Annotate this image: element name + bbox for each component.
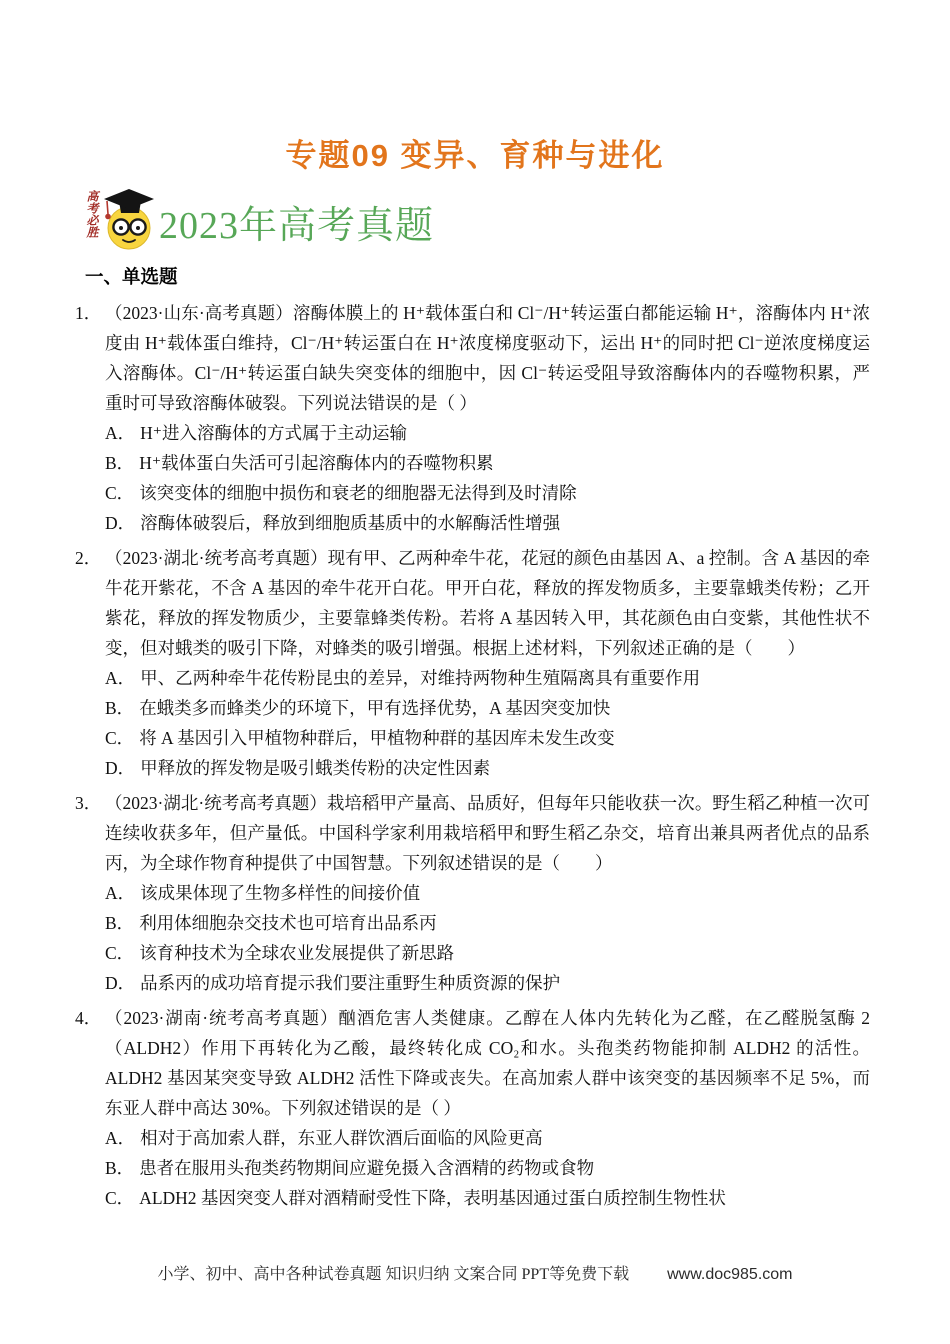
- option-text: 该成果体现了生物多样性的间接价值: [140, 883, 421, 903]
- option-c: [105, 1183, 870, 1213]
- option-text: 溶酶体破裂后，释放到细胞质基质中的水解酶活性增强: [140, 513, 561, 533]
- banner-heading: 2023年高考真题: [159, 204, 435, 247]
- option-label: B．: [105, 453, 135, 473]
- question-number: 1．: [75, 303, 102, 323]
- option-text: 品系丙的成功培育提示我们要注重野生种质资源的保护: [140, 973, 561, 993]
- question-stem: （2023·湖南·统考高考真题）酗酒危害人类健康。乙醇在人体内先转化为乙醛，在乙醛脱氢酶 2（ALDH2）作用下再转化为乙酸，最终转化成 CO₂和水。头孢类药物能抑制 ALDH2 的活性。ALDH2 基因某突变导致 ALDH2 活性下降或丧失。在高加索人群中该突变的基因频率不足 5%，而东亚人群中高达 30%。下列叙述错误的是（ ）: [105, 1008, 870, 1118]
- option-label: C．: [105, 943, 135, 963]
- footer-site: www.doc985.com: [667, 1266, 793, 1283]
- question-1: [75, 298, 870, 538]
- question-number: 3．: [75, 793, 102, 813]
- option-text: 患者在服用头孢类药物期间应避免摄入含酒精的药物或食物: [139, 1158, 595, 1178]
- question-4: [75, 1003, 870, 1213]
- question-stem: （2023·山东·高考真题）溶酶体膜上的 H⁺载体蛋白和 Cl⁻/H⁺转运蛋白都能运输 H⁺，溶酶体内 H⁺浓度由 H⁺载体蛋白维持，Cl⁻/H⁺转运蛋白在 H⁺浓度梯度驱动下，运出 H⁺的同时把 Cl⁻逆浓度梯度运入溶酶体。Cl⁻/H⁺转运蛋白缺失突变体的细胞中，因 Cl⁻转运受阻导致溶酶体内的吞噬物积累，严重时可导致溶酶体破裂。下列说法错误的是（ ）: [105, 303, 870, 413]
- option-label: A．: [105, 1128, 136, 1148]
- option-text: 甲、乙两种牵牛花传粉昆虫的差异，对维持两物种生殖隔离具有重要作用: [140, 668, 701, 688]
- section-heading: 一、单选题: [85, 268, 178, 288]
- option-b: [105, 448, 870, 478]
- option-text: H⁺载体蛋白失活可引起溶酶体内的吞噬物积累: [139, 453, 494, 473]
- option-d: [105, 968, 870, 998]
- option-b: [105, 1153, 870, 1183]
- option-a: [105, 418, 870, 448]
- option-a: [105, 663, 870, 693]
- page-title: 专题09 变异、育种与进化: [285, 138, 665, 173]
- option-d: [105, 508, 870, 538]
- option-d: [105, 753, 870, 783]
- option-label: A．: [105, 668, 136, 688]
- option-label: D．: [105, 513, 136, 533]
- option-b: [105, 908, 870, 938]
- banner-vertical-motto: 高考必胜: [85, 190, 99, 238]
- option-label: B．: [105, 1158, 135, 1178]
- option-text: 该育种技术为全球农业发展提供了新思路: [139, 943, 455, 963]
- option-text: 利用体细胞杂交技术也可培育出品系丙: [139, 913, 437, 933]
- question-stem: （2023·湖北·统考高考真题）栽培稻甲产量高、品质好，但每年只能收获一次。野生稻乙种植一次可连续收获多年，但产量低。中国科学家利用栽培稻甲和野生稻乙杂交，培育出兼具两者优点的品系丙，为全球作物育种提供了中国智慧。下列叙述错误的是（ ）: [105, 793, 870, 873]
- option-label: D．: [105, 758, 136, 778]
- option-text: 相对于高加索人群，东亚人群饮酒后面临的风险更高: [140, 1128, 543, 1148]
- option-c: [105, 723, 870, 753]
- question-2: [75, 543, 870, 783]
- option-a: [105, 878, 870, 908]
- option-label: C．: [105, 483, 135, 503]
- option-text: 该突变体的细胞中损伤和衰老的细胞器无法得到及时清除: [139, 483, 577, 503]
- question-list: [75, 298, 870, 1213]
- option-text: ALDH2 基因突变人群对酒精耐受性下降，表明基因通过蛋白质控制生物性状: [139, 1188, 726, 1208]
- question-number: 4．: [75, 1008, 102, 1028]
- footer-text: 小学、初中、高中各种试卷真题 知识归纳 文案合同 PPT等免费下载: [157, 1266, 630, 1283]
- graduate-smiley-icon: [100, 187, 154, 256]
- question-3: [75, 788, 870, 998]
- option-label: B．: [105, 698, 135, 718]
- option-a: [105, 1123, 870, 1153]
- option-text: H⁺进入溶酶体的方式属于主动运输: [140, 423, 408, 443]
- question-stem: （2023·湖北·统考高考真题）现有甲、乙两种牵牛花，花冠的颜色由基因 A、a 控制。含 A 基因的牵牛花开紫花，不含 A 基因的牵牛花开白花。甲开白花，释放的挥发物质多，主要靠蛾类传粉；乙开紫花，释放的挥发物质少，主要靠蜂类传粉。若将 A 基因转入甲，其花颜色由白变紫，其他性状不变，但对蛾类的吸引下降，对蜂类的吸引增强。根据上述材料，下列叙述正确的是（ ）: [105, 548, 870, 658]
- exam-banner: [85, 188, 950, 254]
- option-label: A．: [105, 423, 136, 443]
- footer: [0, 1261, 950, 1284]
- option-label: C．: [105, 728, 135, 748]
- option-text: 在蛾类多而蜂类少的环境下，甲有选择优势，A 基因突变加快: [139, 698, 611, 718]
- option-text: 甲释放的挥发物是吸引蛾类传粉的决定性因素: [140, 758, 491, 778]
- question-number: 2．: [75, 548, 102, 568]
- option-text: 将 A 基因引入甲植物种群后，甲植物种群的基因库未发生改变: [139, 728, 615, 748]
- option-label: C．: [105, 1188, 135, 1208]
- option-c: [105, 938, 870, 968]
- option-label: D．: [105, 973, 136, 993]
- option-b: [105, 693, 870, 723]
- option-label: A．: [105, 883, 136, 903]
- option-c: [105, 478, 870, 508]
- option-label: B．: [105, 913, 135, 933]
